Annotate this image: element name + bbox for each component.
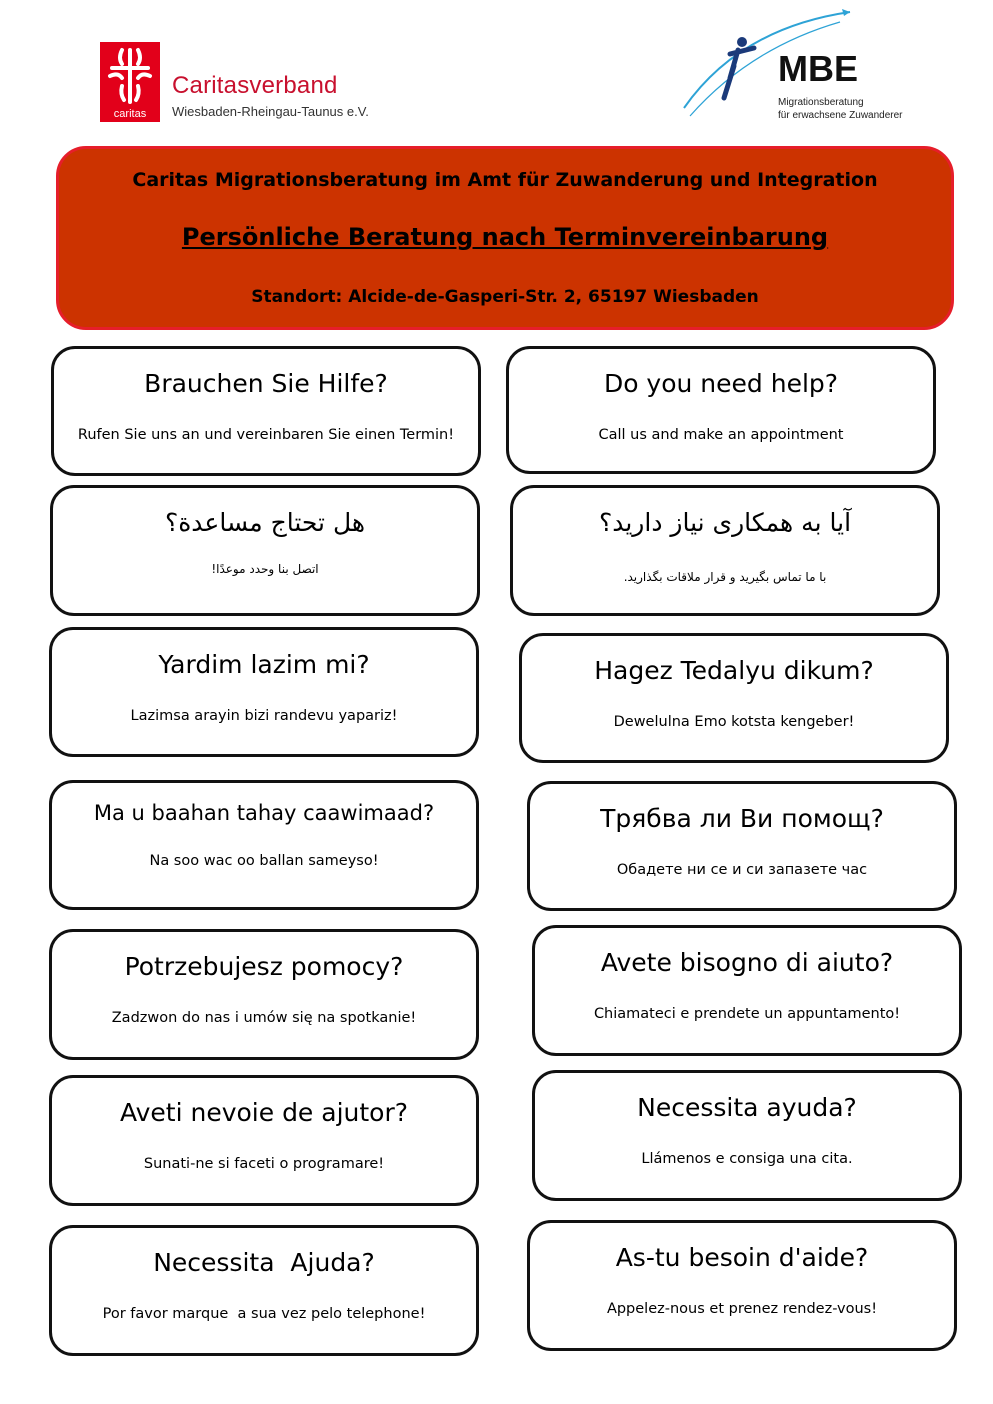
card-german bbox=[51, 346, 481, 476]
card-answer: Rufen Sie uns an und vereinbaren Sie einen Termin! bbox=[77, 427, 455, 443]
caritas-subtitle: Wiesbaden-Rheingau-Taunus e.V. bbox=[172, 104, 369, 119]
caritas-flame-cross-icon bbox=[100, 42, 160, 122]
card-answer: Por favor marque a sua vez pelo telephone! bbox=[102, 1306, 426, 1322]
card-question: هل تحتاج مساعدة؟ bbox=[164, 508, 366, 537]
card-question: Necessita ayuda? bbox=[637, 1093, 857, 1122]
card-question: Brauchen Sie Hilfe? bbox=[144, 369, 388, 398]
mbe-subtitle-line2: für erwachsene Zuwanderer bbox=[778, 110, 903, 121]
card-answer: Llámenos e consiga una cita. bbox=[641, 1151, 853, 1167]
card-romanian bbox=[49, 1075, 479, 1206]
card-answer: با ما تماس بگیرید و قرار ملاقات بگذارید. bbox=[623, 570, 827, 584]
card-question: Aveti nevoie de ajutor? bbox=[119, 1098, 409, 1127]
card-question: As-tu besoin d'aide? bbox=[615, 1243, 869, 1272]
card-bulgarian bbox=[527, 781, 957, 911]
card-answer: Dewelulna Emo kotsta kengeber! bbox=[613, 714, 855, 730]
mbe-title: MBE bbox=[778, 48, 858, 89]
card-tigrinya bbox=[519, 633, 949, 763]
header-location: Standort: Alcide-de-Gasperi-Str. 2, 65197 Wiesbaden bbox=[251, 287, 759, 307]
card-answer: Na soo wac oo ballan sameyso! bbox=[149, 853, 379, 869]
card-question: Avete bisogno di aiuto? bbox=[600, 948, 894, 977]
header-office-title: Caritas Migrationsberatung im Amt für Zuwanderung und Integration bbox=[132, 169, 878, 191]
card-question: Necessita Ajuda? bbox=[153, 1248, 375, 1277]
card-turkish bbox=[49, 627, 479, 757]
card-spanish bbox=[532, 1070, 962, 1201]
card-question: Трябва ли Ви помощ? bbox=[600, 804, 884, 833]
card-english bbox=[506, 346, 936, 474]
card-italian bbox=[532, 925, 962, 1056]
card-answer: اتصل بنا وحدد موعدًا! bbox=[211, 562, 319, 576]
card-french bbox=[527, 1220, 957, 1351]
card-somali bbox=[49, 780, 479, 910]
card-persian bbox=[510, 485, 940, 616]
card-answer: Chiamateci e prendete un appuntamento! bbox=[593, 1006, 901, 1022]
card-answer: Zadzwon do nas i umów się na spotkanie! bbox=[111, 1010, 417, 1026]
header-appointment-title: Persönliche Beratung nach Terminvereinbarung bbox=[181, 223, 829, 251]
card-question: Hagez Tedalyu dikum? bbox=[594, 656, 874, 685]
mbe-logo bbox=[680, 8, 940, 123]
caritas-logo bbox=[100, 42, 400, 124]
caritas-mark-label: caritas bbox=[113, 108, 147, 120]
card-answer: Sunati-ne si faceti o programare! bbox=[143, 1156, 385, 1172]
card-answer: Lazimsa arayin bizi randevu yapariz! bbox=[130, 708, 398, 724]
card-question: آیا به همکاری نیاز دارید؟ bbox=[598, 508, 852, 537]
card-polish bbox=[49, 929, 479, 1060]
header-banner bbox=[56, 146, 954, 330]
card-question: Yardim lazim mi? bbox=[158, 650, 370, 679]
card-arabic bbox=[50, 485, 480, 616]
mbe-subtitle-line1: Migrationsberatung bbox=[778, 97, 864, 108]
caritas-name: Caritasverband bbox=[172, 72, 338, 99]
card-answer: Call us and make an appointment bbox=[598, 427, 844, 443]
card-answer: Обадете ни се и си запазете час bbox=[616, 862, 868, 878]
card-portuguese bbox=[49, 1225, 479, 1356]
card-answer: Appelez-nous et prenez rendez-vous! bbox=[606, 1301, 878, 1317]
card-question: Do you need help? bbox=[603, 369, 839, 398]
card-question: Ma u baahan tahay caawimaad? bbox=[93, 801, 435, 825]
card-question: Potrzebujesz pomocy? bbox=[124, 952, 404, 981]
mbe-subtitle bbox=[778, 96, 903, 122]
